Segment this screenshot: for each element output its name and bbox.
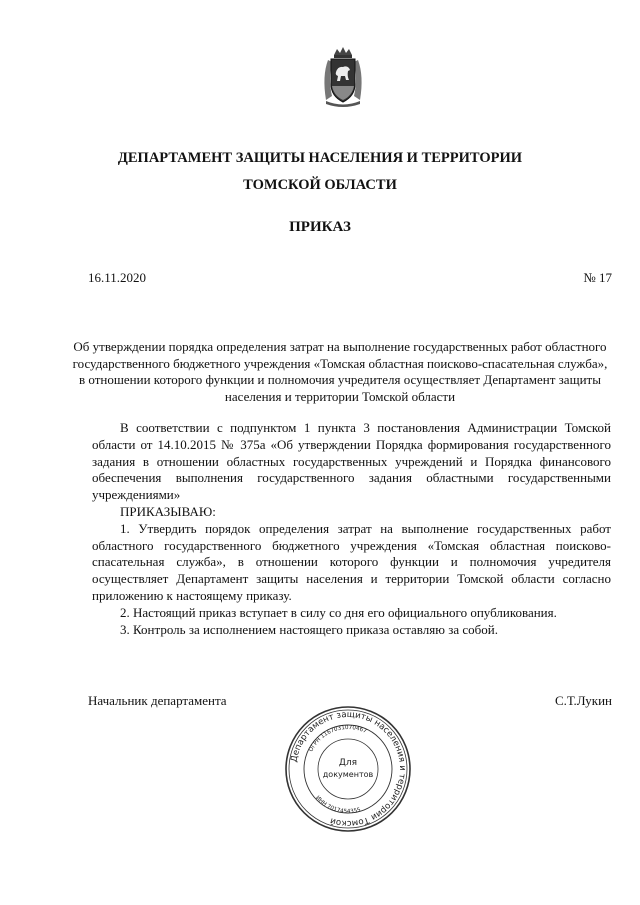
document-subject: Об утверждении порядка определения затрат на выполнение государственных работ областного государственного бюджетного учреждения «Томская областная поисково-спасательная служба», в отношении которого функции и полномочия учредителя осуществляет Департамент защиты населения и территории Томской области: [72, 339, 608, 404]
stamp-outer-text: Департамент защиты населения и территории Томской: [289, 709, 408, 829]
document-type: ПРИКАЗ: [289, 219, 351, 235]
preamble-paragraph: В соответствии с подпунктом 1 пункта 3 постановления Администрации Томской области от 14.10.2015 № 375а «Об утверждении Порядка формирования государственного задания в отношении областных государственных учреждений и Порядка финансового обеспечения выполнения государственного задания областными государственными учреждениями»: [92, 420, 611, 503]
document-date: 16.11.2020: [88, 270, 147, 285]
order-word: ПРИКАЗЫВАЮ:: [120, 503, 216, 519]
org-name-line1: ДЕПАРТАМЕНТ ЗАЩИТЫ НАСЕЛЕНИЯ И ТЕРРИТОРИИ: [117, 150, 523, 166]
stamp-center-line1: Для: [338, 758, 358, 768]
document-body: [92, 420, 611, 638]
order-item-1: 1. Утвердить порядок определения затрат на выполнение государственных работ областного государственного бюджетного учреждения «Томская областная поисково-спасательная служба», в отношении которого функции и полномочия учредителя осуществляет Департамент защиты населения и территории Томской области согласно приложению к настоящему приказу.: [92, 520, 611, 603]
signer-name: С.Т.Лукин: [554, 693, 612, 708]
stamp-center-line2: документов: [322, 770, 374, 779]
document-number: № 17: [583, 270, 612, 285]
org-name-line2: ТОМСКОЙ ОБЛАСТИ: [243, 177, 397, 193]
signer-position: Начальник департамента: [88, 693, 227, 708]
stamp-inn: ИНН 7017454355: [314, 795, 362, 816]
order-item-2: 2. Настоящий приказ вступает в силу со дня его официального опубликования.: [120, 604, 557, 620]
stamp-ogrn: ОГРН 1167031070467: [308, 724, 368, 753]
official-seal-icon: [284, 705, 412, 833]
order-item-3: 3. Контроль за исполнением настоящего приказа оставляю за собой.: [120, 621, 498, 637]
coat-of-arms-icon: [318, 46, 368, 108]
